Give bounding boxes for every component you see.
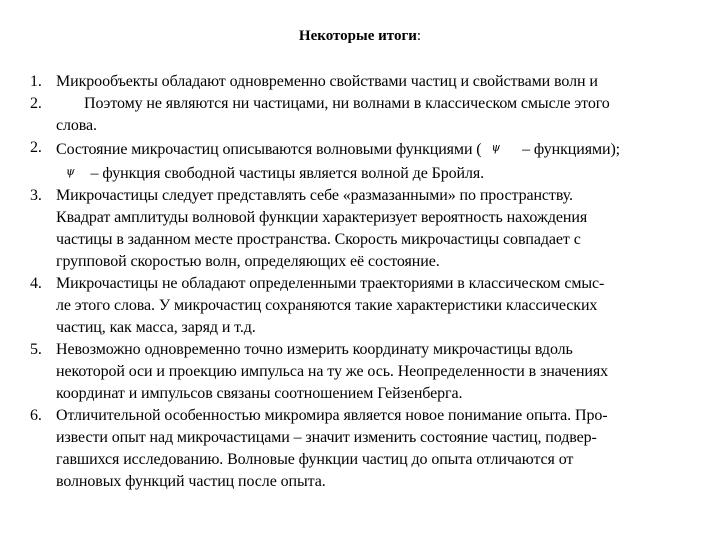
list-item-text: Невозможно одновременно точно измерить координату микрочастицы вдоль <box>56 341 573 358</box>
list-item <box>30 273 700 339</box>
list-item-text: частицы в заданном месте пространства. Скорость микрочастицы совпадает с <box>56 231 581 248</box>
list-item-text: некоторой оси и проекцию импульса на ту же ось. Неопределенности в значениях <box>56 363 609 380</box>
list-item-text: гавшихся исследованию. Волновые функции частиц до опыта отличаются от <box>56 451 574 468</box>
list-item-text: – функциями); <box>522 141 621 158</box>
list-item <box>30 339 700 405</box>
list-item <box>30 137 700 185</box>
psi-symbol: ψ <box>66 165 75 178</box>
list-item-text-line <box>56 137 700 161</box>
list-item <box>30 93 700 137</box>
list-item-number: 6. <box>30 407 42 424</box>
list-item-text: – функция свободной частицы является волной де Бройля. <box>90 165 485 182</box>
list-item-text: извести опыт над микрочастицами – значит изменить состояние частиц, подвер- <box>56 429 597 446</box>
list-item-text: Поэтому не являются ни частицами, ни волнами в классическом смысле этого <box>84 95 610 112</box>
list-item <box>30 185 700 273</box>
list-item-number: 1. <box>30 73 42 90</box>
psi-symbol: ψ <box>491 141 501 154</box>
summary-list <box>30 71 700 493</box>
list-item-text-line <box>56 161 700 185</box>
list-item <box>30 71 700 93</box>
list-item-text: волновых функций частиц после опыта. <box>56 473 326 490</box>
list-item-text: Микрочастицы следует представлять себе «размазанными» по пространству. <box>56 187 573 204</box>
list-item-text: Микрочастицы не обладают определенными траекториями в классическом смыс- <box>56 275 605 292</box>
list-item-text: частиц, как масса, заряд и т.д. <box>56 319 256 336</box>
list-item-number: 3. <box>30 187 42 204</box>
list-item-text: Микрообъекты обладают одновременно свойствами частиц и свойствами волн и <box>56 73 598 90</box>
list-item-number: 4. <box>30 275 42 292</box>
list-item-text: Состояние микрочастиц описываются волновыми функциями ( <box>56 141 482 158</box>
list-item-number: 5. <box>30 341 42 358</box>
list-item-text: групповой скоростью волн, определяющих её состояние. <box>56 253 440 270</box>
page-title-colon: : <box>416 28 422 44</box>
list-item-text: Отличительной особенностью микромира является новое понимание опыта. Про- <box>56 407 608 424</box>
page-title <box>0 27 720 45</box>
list-item-number: 2. <box>30 95 42 112</box>
list-item-number: 2. <box>30 139 42 156</box>
list-item <box>30 405 700 493</box>
list-item-text: слова. <box>56 117 97 134</box>
list-item-text: ле этого слова. У микрочастиц сохраняются такие характеристики классических <box>56 297 598 314</box>
list-item-text: координат и импульсов связаны соотношением Гейзенберга. <box>56 385 463 402</box>
list-item-text: Квадрат амплитуды волновой функции характеризует вероятность нахождения <box>56 209 588 226</box>
page-title-text: Некоторые итоги <box>298 28 417 44</box>
